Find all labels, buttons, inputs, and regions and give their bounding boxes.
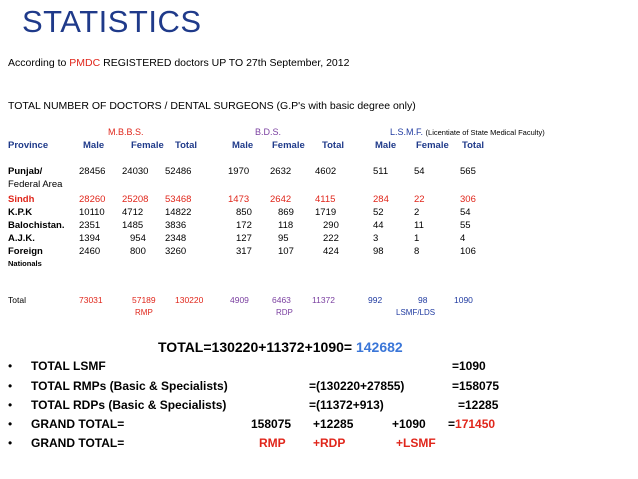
col-header-mbbs-male: Male bbox=[83, 140, 105, 151]
table-cell: 869 bbox=[278, 207, 294, 218]
table-cell: 565 bbox=[460, 166, 476, 177]
row-label: A.J.K. bbox=[8, 233, 35, 244]
bullet-rdp-value: =12285 bbox=[458, 398, 499, 412]
table-cell: 4602 bbox=[315, 166, 337, 177]
table-cell: 1970 bbox=[228, 166, 250, 177]
total-equation-value: 142682 bbox=[355, 339, 403, 355]
table-cell: 2351 bbox=[79, 220, 101, 231]
bullet-lsmf-label: TOTAL LSMF bbox=[31, 359, 106, 373]
table-cell: 2 bbox=[414, 207, 420, 218]
table-cell: 98 bbox=[373, 246, 384, 257]
slide-title: STATISTICS bbox=[22, 4, 202, 39]
group-lsmf-note: (Licentiate of State Medical Faculty) bbox=[425, 128, 545, 137]
table-cell: 1719 bbox=[315, 207, 337, 218]
table-cell: 106 bbox=[460, 246, 476, 257]
grand-total2-label: GRAND TOTAL= bbox=[31, 436, 125, 450]
label-rdp: RDP bbox=[276, 308, 293, 317]
grand-total-eq-sign: = bbox=[448, 417, 456, 431]
table-cell: 55 bbox=[460, 220, 471, 231]
table-cell: 172 bbox=[236, 220, 252, 231]
group-lsmf bbox=[390, 127, 545, 137]
total-bds-total: 11372 bbox=[312, 295, 336, 305]
grand-total-a: 158075 bbox=[251, 417, 292, 431]
group-lsmf-label: L.S.M.F. bbox=[390, 127, 424, 137]
total-bds-female: 6463 bbox=[272, 295, 291, 305]
label-rmp: RMP bbox=[135, 308, 153, 317]
bullet-rdp-label: TOTAL RDPs (Basic & Specialists) bbox=[31, 398, 227, 412]
row-label-secondary: Federal Area bbox=[8, 179, 63, 190]
table-cell: 24030 bbox=[122, 166, 149, 177]
table-cell: 10110 bbox=[79, 207, 105, 218]
col-header-bds-male: Male bbox=[232, 140, 254, 151]
table-cell: 290 bbox=[323, 220, 339, 231]
row-label: Sindh bbox=[8, 194, 35, 205]
bullet-glyph: • bbox=[8, 359, 13, 373]
total-lsmf-total: 1090 bbox=[454, 295, 473, 305]
total-lsmf-male: 992 bbox=[368, 295, 383, 305]
table-cell: 25208 bbox=[122, 194, 149, 205]
bullet-glyph: • bbox=[8, 436, 13, 450]
group-mbbs: M.B.B.S. bbox=[108, 127, 144, 137]
total-equation-text: TOTAL=130220+11372+1090= bbox=[158, 339, 356, 355]
total-mbbs-female: 57189 bbox=[132, 295, 156, 305]
table-cell: 14822 bbox=[165, 207, 192, 218]
col-header-mbbs-total: Total bbox=[175, 140, 197, 151]
bullet-rdp-eq: =(11372+913) bbox=[309, 398, 384, 412]
table-cell: 52486 bbox=[165, 166, 192, 177]
grand-total-b: +12285 bbox=[313, 417, 354, 431]
row-label: Foreign bbox=[8, 246, 43, 257]
table-cell: 11 bbox=[414, 220, 424, 231]
table-cell: 3260 bbox=[165, 246, 187, 257]
table-cell: 511 bbox=[373, 166, 389, 177]
table-cell: 1394 bbox=[79, 233, 101, 244]
col-header-lsmf-total: Total bbox=[462, 140, 484, 151]
table-cell: 4712 bbox=[122, 207, 144, 218]
table-cell: 954 bbox=[130, 233, 146, 244]
bullet-lsmf-value: =1090 bbox=[452, 359, 486, 373]
intro-org: PMDC bbox=[69, 57, 101, 69]
table-cell: 284 bbox=[373, 194, 389, 205]
table-cell: 800 bbox=[130, 246, 146, 257]
intro-suffix: REGISTERED doctors UP TO 27th September, 2012 bbox=[100, 57, 350, 69]
table-cell: 52 bbox=[373, 207, 384, 218]
total-equation bbox=[158, 339, 403, 355]
table-cell: 118 bbox=[278, 220, 294, 231]
total-lsmf-female: 98 bbox=[418, 295, 428, 305]
grand-total2-rmp: RMP bbox=[259, 436, 286, 450]
grand-total2-rdp: +RDP bbox=[313, 436, 346, 450]
table-cell: 3 bbox=[373, 233, 379, 244]
grand-total-result bbox=[448, 417, 495, 431]
table-cell: 4 bbox=[460, 233, 466, 244]
grand-total2-lsmf: +LSMF bbox=[396, 436, 436, 450]
col-header-lsmf-female: Female bbox=[416, 140, 449, 151]
table-cell: 2642 bbox=[270, 194, 292, 205]
bullet-glyph: • bbox=[8, 398, 13, 412]
col-header-lsmf-male: Male bbox=[375, 140, 397, 151]
row-label: Punjab/ bbox=[8, 166, 43, 177]
bullet-rmp-value: =158075 bbox=[452, 379, 500, 393]
group-bds: B.D.S. bbox=[255, 127, 282, 137]
grand-total-label: GRAND TOTAL= bbox=[31, 417, 125, 431]
table-cell: 107 bbox=[278, 246, 294, 257]
intro-line bbox=[8, 57, 349, 69]
col-header-mbbs-female: Female bbox=[131, 140, 164, 151]
bullet-glyph: • bbox=[8, 417, 13, 431]
col-header-bds-female: Female bbox=[272, 140, 305, 151]
row-label: K.P.K bbox=[8, 207, 33, 218]
bullet-glyph: • bbox=[8, 379, 13, 393]
table-cell: 850 bbox=[236, 207, 252, 218]
table-cell: 2348 bbox=[165, 233, 187, 244]
label-lsmf-lds: LSMF/LDS bbox=[396, 308, 436, 317]
table-cell: 317 bbox=[236, 246, 252, 257]
bullet-rmp-label: TOTAL RMPs (Basic & Specialists) bbox=[31, 379, 228, 393]
table-cell: 54 bbox=[414, 166, 425, 177]
col-header-province: Province bbox=[8, 140, 49, 151]
grand-total-c: +1090 bbox=[392, 417, 426, 431]
table-cell: 1473 bbox=[228, 194, 250, 205]
total-mbbs-male: 73031 bbox=[79, 295, 103, 305]
table-cell: 306 bbox=[460, 194, 476, 205]
row-label-secondary: Nationals bbox=[8, 259, 42, 268]
table-cell: 53468 bbox=[165, 194, 192, 205]
grand-total-result-value: 171450 bbox=[455, 417, 496, 431]
total-row-label: Total bbox=[8, 295, 26, 305]
table-cell: 8 bbox=[414, 246, 420, 257]
table-cell: 222 bbox=[323, 233, 339, 244]
table-cell: 22 bbox=[414, 194, 425, 205]
table-cell: 2460 bbox=[79, 246, 101, 257]
row-label: Balochistan. bbox=[8, 220, 65, 231]
total-mbbs-total: 130220 bbox=[175, 295, 204, 305]
table-cell: 95 bbox=[278, 233, 289, 244]
table-cell: 28260 bbox=[79, 194, 106, 205]
bullet-rmp-eq: =(130220+27855) bbox=[309, 379, 405, 393]
table-cell: 1 bbox=[414, 233, 420, 244]
table-cell: 1485 bbox=[122, 220, 144, 231]
table-cell: 127 bbox=[236, 233, 252, 244]
table-cell: 424 bbox=[323, 246, 339, 257]
col-header-bds-total: Total bbox=[322, 140, 344, 151]
table-cell: 54 bbox=[460, 207, 471, 218]
table-cell: 44 bbox=[373, 220, 384, 231]
table-cell: 28456 bbox=[79, 166, 106, 177]
total-bds-male: 4909 bbox=[230, 295, 249, 305]
table-cell: 4115 bbox=[315, 194, 336, 205]
subtitle: TOTAL NUMBER OF DOCTORS / DENTAL SURGEONS (G.P's with basic degree only) bbox=[8, 100, 416, 112]
table-cell: 3836 bbox=[165, 220, 187, 231]
intro-prefix: According to bbox=[8, 57, 70, 69]
table-cell: 2632 bbox=[270, 166, 292, 177]
